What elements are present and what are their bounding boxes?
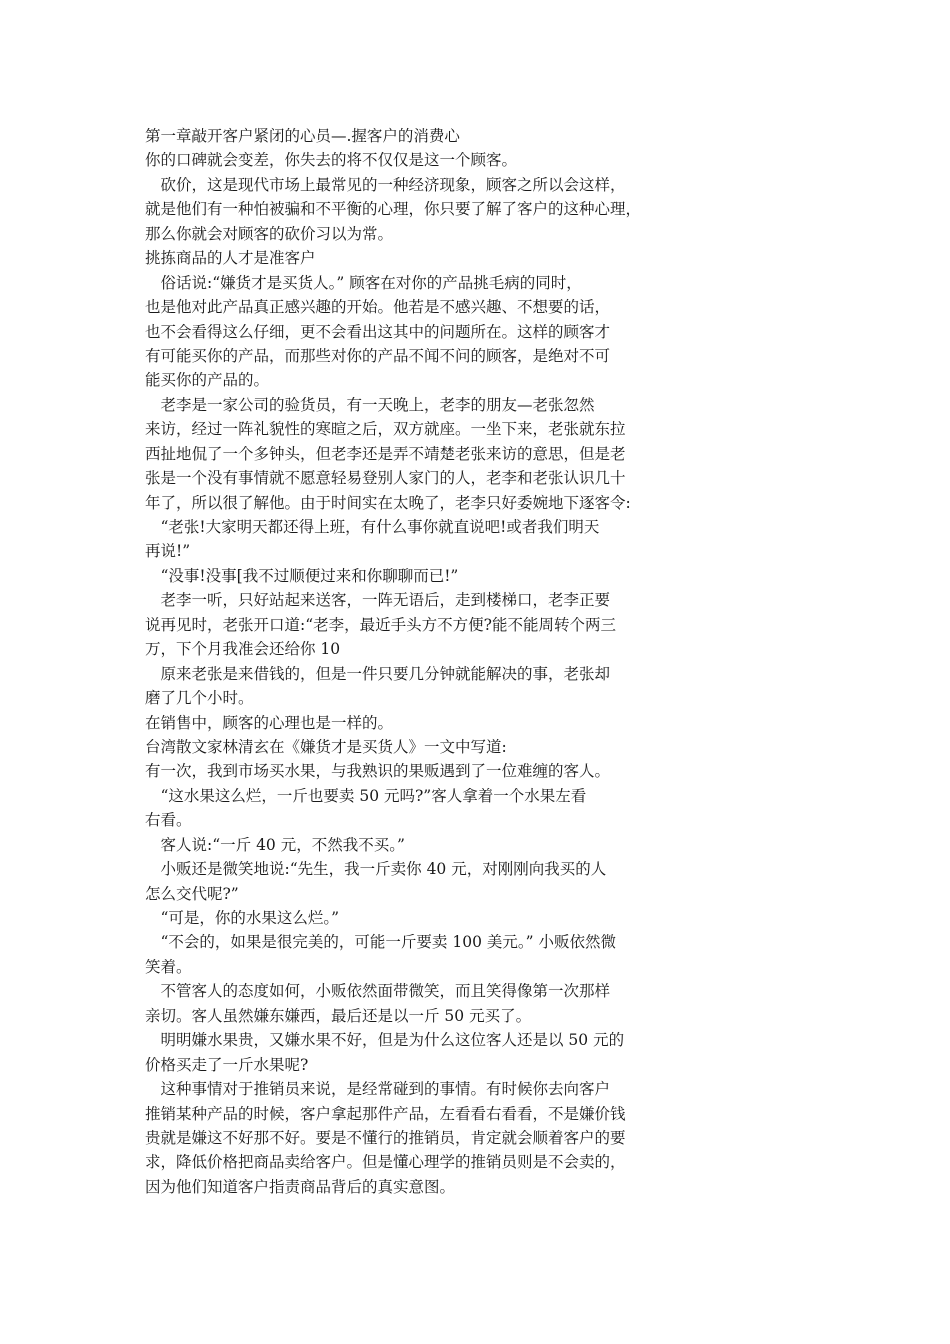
- text-line: 年了，所以很了解他。由于时间实在太晚了，老李只好委婉地下逐客令:: [145, 493, 631, 512]
- text-line: 推销某种产品的时候，客户拿起那件产品，左看看右看看，不是嫌价钱: [145, 1104, 626, 1123]
- text-line: 有一次，我到市场买水果，与我熟识的果贩遇到了一位难缠的客人。: [145, 762, 611, 781]
- text-line: “老张!大家明天都还得上班，有什么事你就直说吧!或者我们明天: [145, 518, 600, 536]
- text-line: “可是，你的水果这么烂。”: [145, 909, 340, 927]
- text-line: 明明嫌水果贵，又嫌水果不好，但是为什么这位客人还是以 50 元的: [145, 1031, 625, 1050]
- text-line: 砍价，这是现代市场上最常见的一种经济现象，顾客之所以会这样，: [145, 175, 626, 194]
- text-line: 老李是一家公司的验货员，有一天晚上，老李的朋友—老张忽然: [145, 395, 595, 414]
- text-line: 万，下个月我准会还给你 10: [145, 640, 341, 659]
- document-body: [145, 124, 685, 1199]
- text-line: 求，降低价格把商品卖给客户。但是懂心理学的推销员则是不会卖的，: [145, 1153, 626, 1172]
- text-line: 能买你的产品的。: [145, 371, 270, 390]
- text-line: 也不会看得这么仔细，更不会看出这其中的问题所在。这样的顾客才: [145, 322, 611, 341]
- text-line: 说再见时，老张开口道:“老李，最近手头方不方便?能不能周转个两三: [145, 615, 616, 634]
- text-line: 挑拣商品的人才是准客户: [145, 249, 316, 268]
- text-line: 这种事情对于推销员来说，是经常碰到的事情。有时候你去向客户: [145, 1080, 611, 1099]
- text-line: 价格买走了一斤水果呢?: [145, 1055, 309, 1074]
- text-line: 在销售中，顾客的心理也是一样的。: [145, 713, 394, 732]
- text-line: 怎么交代呢?”: [145, 884, 239, 903]
- text-line: 台湾散文家林清玄在《嫌货才是买货人》一文中写道:: [145, 737, 507, 756]
- text-line: 笑着。: [145, 957, 192, 976]
- text-line: 就是他们有一种怕被骗和不平衡的心理，你只要了解了客户的这种心理，: [145, 200, 642, 219]
- text-line: 不管客人的态度如何，小贩依然面带微笑，而且笑得像第一次那样: [145, 982, 611, 1001]
- text-line: 老李一听，只好站起来送客，一阵无语后，走到楼梯口，老李正要: [145, 591, 611, 610]
- text-line: 也是他对此产品真正感兴趣的开始。他若是不感兴趣、不想要的话，: [145, 298, 611, 317]
- text-line: “不会的，如果是很完美的，可能一斤要卖 100 美元。” 小贩依然微: [145, 933, 616, 952]
- text-line: 贵就是嫌这不好那不好。要是不懂行的推销员，肯定就会顺着客户的要: [145, 1128, 626, 1147]
- text-line: 再说!”: [145, 542, 191, 561]
- text-line: 磨了几个小时。: [145, 689, 254, 708]
- text-line: 西扯地侃了一个多钟头，但老李还是弄不靖楚老张来访的意思，但是老: [145, 444, 626, 463]
- text-line: 原来老张是来借钱的，但是一件只要几分钟就能解决的事，老张却: [145, 664, 611, 683]
- text-line: 来访，经过一阵礼貌性的寒暄之后，双方就座。一坐下来，老张就东拉: [145, 420, 626, 439]
- text-line: 第一章敲开客户紧闭的心员—.握客户的消费心: [145, 127, 460, 145]
- text-line: 你的口碑就会变差，你失去的将不仅仅是这一个顾客。: [145, 151, 518, 170]
- text-line: 张是一个没有事情就不愿意轻易登别人家门的人，老李和老张认识几十: [145, 469, 626, 488]
- text-line: 客人说:“一斤 40 元，不然我不买。”: [145, 835, 405, 854]
- text-line: “这水果这么烂，一斤也要卖 50 元吗?”客人拿着一个水果左看: [145, 786, 587, 805]
- text-line: 因为他们知道客户指责商品背后的真实意图。: [145, 1177, 456, 1196]
- text-line: “没事!没事[我不过顺便过来和你聊聊而已!”: [145, 566, 459, 585]
- text-line: 那么你就会对顾客的砍价习以为常。: [145, 224, 394, 243]
- text-line: 亲切。客人虽然嫌东嫌西，最后还是以一斤 50 元买了。: [145, 1006, 532, 1025]
- text-line: 小贩还是微笑地说:“先生，我一斤卖你 40 元，对刚刚向我买的人: [145, 860, 607, 879]
- text-line: 右看。: [145, 811, 192, 830]
- text-line: 俗话说:“嫌货才是买货人。” 顾客在对你的产品挑毛病的同时，: [145, 273, 582, 292]
- text-line: 有可能买你的产品，而那些对你的产品不闻不问的顾客，是绝对不可: [145, 346, 611, 365]
